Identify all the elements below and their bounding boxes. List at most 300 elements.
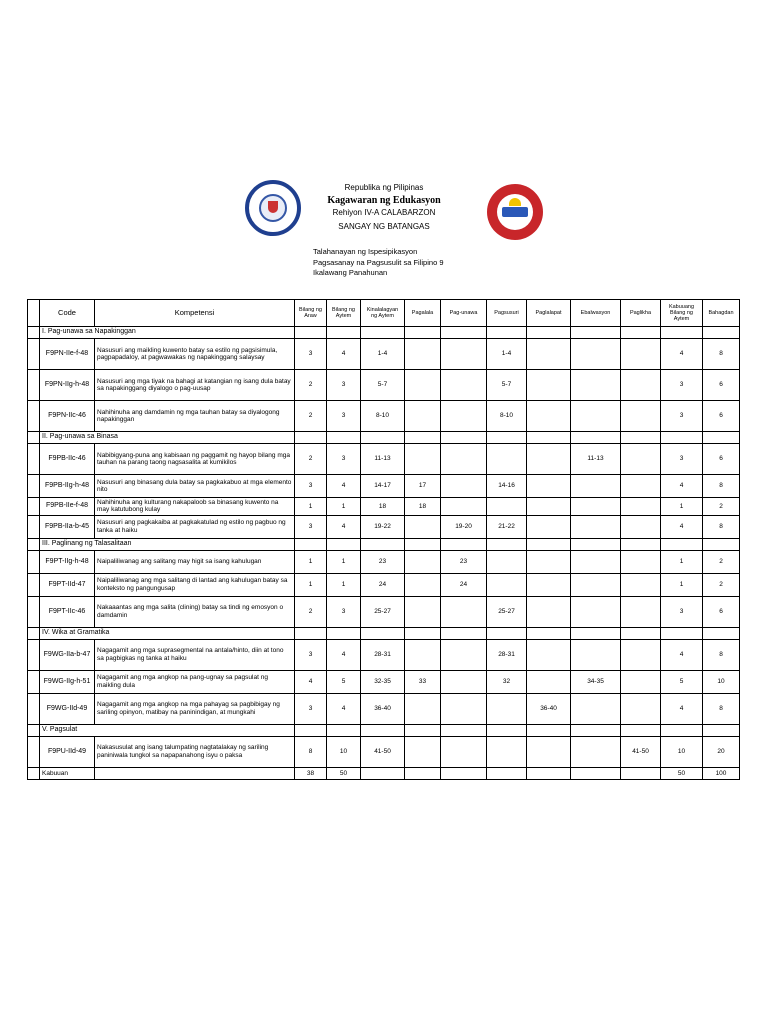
cell-araw: 3 xyxy=(295,693,327,724)
cell-pagunawa xyxy=(441,339,487,370)
cell-paglikha: 41-50 xyxy=(621,736,661,767)
section-row xyxy=(28,538,740,550)
total-kab: 50 xyxy=(661,767,703,779)
competency-code: F9PN-IIe-f-48 xyxy=(40,339,95,370)
row-marker-cell xyxy=(28,444,40,475)
cell-kab: 1 xyxy=(661,498,703,516)
table-row xyxy=(28,339,740,370)
empty-cell xyxy=(571,724,621,736)
empty-cell xyxy=(327,538,361,550)
cell-bah: 6 xyxy=(703,596,740,627)
row-marker-cell xyxy=(28,327,40,339)
cell-ebal: 11-13 xyxy=(571,444,621,475)
cell-pagsusuri: 8-10 xyxy=(487,401,527,432)
table-row xyxy=(28,370,740,401)
doc-period: Ikalawang Panahunan xyxy=(313,268,388,277)
cell-paglikha xyxy=(621,670,661,693)
cell-pagalala xyxy=(405,596,441,627)
total-araw: 38 xyxy=(295,767,327,779)
header-blank-cell xyxy=(28,300,40,327)
empty-cell xyxy=(405,432,441,444)
empty-cell xyxy=(703,538,740,550)
cell-paglalapat xyxy=(527,444,571,475)
cell-bah: 2 xyxy=(703,498,740,516)
doc-subtitle: Pagsasanay na Pagsusulit sa Filipino 9 xyxy=(313,258,444,267)
empty-cell xyxy=(487,432,527,444)
cell-aytem: 3 xyxy=(327,596,361,627)
cell-araw: 1 xyxy=(295,573,327,596)
section-title: III. Paglinang ng Talasalitaan xyxy=(40,538,295,550)
cell-aytem: 10 xyxy=(327,736,361,767)
column-header: Kinalalagyan ng Aytem xyxy=(361,300,405,327)
empty-cell xyxy=(361,767,405,779)
cell-bah: 8 xyxy=(703,475,740,498)
table-row xyxy=(28,670,740,693)
section-row xyxy=(28,327,740,339)
empty-cell xyxy=(571,432,621,444)
empty-cell xyxy=(361,432,405,444)
cell-pagsusuri xyxy=(487,573,527,596)
row-marker-cell xyxy=(28,736,40,767)
cell-araw: 3 xyxy=(295,475,327,498)
cell-pagunawa xyxy=(441,401,487,432)
empty-cell xyxy=(295,538,327,550)
cell-ebal: 34-35 xyxy=(571,670,621,693)
competency-code: F9WG-IIa-b-47 xyxy=(40,639,95,670)
cell-paglalapat xyxy=(527,596,571,627)
cell-pagunawa: 24 xyxy=(441,573,487,596)
cell-kab: 3 xyxy=(661,370,703,401)
column-header: Paglikha xyxy=(621,300,661,327)
row-marker-cell xyxy=(28,432,40,444)
cell-kab: 5 xyxy=(661,670,703,693)
column-header: Kompetensi xyxy=(95,300,295,327)
empty-cell xyxy=(327,627,361,639)
cell-kab: 4 xyxy=(661,339,703,370)
empty-cell xyxy=(441,432,487,444)
cell-araw: 8 xyxy=(295,736,327,767)
cell-bah: 6 xyxy=(703,401,740,432)
cell-kab: 4 xyxy=(661,639,703,670)
row-marker-cell xyxy=(28,550,40,573)
competency-text: Nagagamit ang mga suprasegmental na antala/hinto, diin at tono sa pagbigkas ng tanka at haiku xyxy=(95,639,295,670)
section-row xyxy=(28,432,740,444)
table-header-row xyxy=(28,300,740,327)
cell-pagsusuri: 25-27 xyxy=(487,596,527,627)
column-header: Kabuuang Bilang ng Aytem xyxy=(661,300,703,327)
empty-cell xyxy=(295,327,327,339)
cell-kab: 10 xyxy=(661,736,703,767)
cell-paglalapat xyxy=(527,370,571,401)
cell-kin: 32-35 xyxy=(361,670,405,693)
empty-cell xyxy=(327,327,361,339)
empty-cell xyxy=(441,627,487,639)
cell-bah: 2 xyxy=(703,550,740,573)
empty-cell xyxy=(405,724,441,736)
empty-cell xyxy=(527,327,571,339)
cell-aytem: 4 xyxy=(327,475,361,498)
cell-bah: 8 xyxy=(703,339,740,370)
empty-cell xyxy=(621,538,661,550)
competency-code: F9PN-IIg-h-48 xyxy=(40,370,95,401)
cell-bah: 8 xyxy=(703,515,740,538)
cell-araw: 4 xyxy=(295,670,327,693)
empty-cell xyxy=(487,767,527,779)
empty-cell xyxy=(621,724,661,736)
cell-kab: 4 xyxy=(661,475,703,498)
empty-cell xyxy=(621,432,661,444)
section-row xyxy=(28,627,740,639)
cell-kin: 8-10 xyxy=(361,401,405,432)
cell-bah: 10 xyxy=(703,670,740,693)
empty-cell xyxy=(527,627,571,639)
specification-table xyxy=(27,299,740,780)
competency-text: Nabibigyang-puna ang kabisaan ng paggamit ng hayop bilang mga tauhan na parang taong nagsasalita at kumikilos xyxy=(95,444,295,475)
competency-code: F9PT-IIg-h-48 xyxy=(40,550,95,573)
empty-cell xyxy=(405,327,441,339)
competency-code: F9WG-IId-49 xyxy=(40,693,95,724)
empty-cell xyxy=(621,327,661,339)
cell-paglikha xyxy=(621,401,661,432)
empty-cell xyxy=(487,327,527,339)
cell-pagunawa: 19-20 xyxy=(441,515,487,538)
cell-pagsusuri: 1-4 xyxy=(487,339,527,370)
cell-pagalala xyxy=(405,736,441,767)
competency-code: F9PB-IIa-b-45 xyxy=(40,515,95,538)
column-header: Paglalapat xyxy=(527,300,571,327)
cell-araw: 1 xyxy=(295,550,327,573)
competency-code: F9PU-IId-49 xyxy=(40,736,95,767)
cell-araw: 2 xyxy=(295,444,327,475)
cell-kin: 11-13 xyxy=(361,444,405,475)
total-aytem: 50 xyxy=(327,767,361,779)
cell-kab: 4 xyxy=(661,515,703,538)
cell-ebal xyxy=(571,736,621,767)
column-header: Ebalwasyon xyxy=(571,300,621,327)
cell-araw: 1 xyxy=(295,498,327,516)
row-marker-cell xyxy=(28,339,40,370)
cell-pagalala xyxy=(405,339,441,370)
empty-cell xyxy=(361,327,405,339)
cell-aytem: 4 xyxy=(327,693,361,724)
cell-paglikha xyxy=(621,498,661,516)
cell-pagunawa xyxy=(441,693,487,724)
cell-kin: 1-4 xyxy=(361,339,405,370)
empty-cell xyxy=(95,767,295,779)
cell-aytem: 3 xyxy=(327,370,361,401)
cell-bah: 8 xyxy=(703,639,740,670)
empty-cell xyxy=(527,724,571,736)
cell-paglikha xyxy=(621,596,661,627)
row-marker-cell xyxy=(28,596,40,627)
cell-kin: 25-27 xyxy=(361,596,405,627)
cell-paglalapat xyxy=(527,475,571,498)
cell-kin: 28-31 xyxy=(361,639,405,670)
competency-code: F9WG-IIg-h-51 xyxy=(40,670,95,693)
table-row xyxy=(28,736,740,767)
cell-kab: 4 xyxy=(661,693,703,724)
cell-kin: 19-22 xyxy=(361,515,405,538)
cell-bah: 6 xyxy=(703,370,740,401)
row-marker-cell xyxy=(28,670,40,693)
cell-araw: 3 xyxy=(295,515,327,538)
cell-ebal xyxy=(571,370,621,401)
empty-cell xyxy=(441,327,487,339)
row-marker-cell xyxy=(28,767,40,779)
cell-kab: 1 xyxy=(661,550,703,573)
competency-code: F9PB-IIe-f-48 xyxy=(40,498,95,516)
empty-cell xyxy=(361,538,405,550)
cell-paglalapat xyxy=(527,515,571,538)
empty-cell xyxy=(703,724,740,736)
empty-cell xyxy=(571,627,621,639)
table-row xyxy=(28,693,740,724)
cell-ebal xyxy=(571,596,621,627)
doc-title: Talahanayan ng Ispesipikasyon xyxy=(313,247,418,256)
cell-paglikha xyxy=(621,515,661,538)
cell-pagsusuri: 28-31 xyxy=(487,639,527,670)
cell-ebal xyxy=(571,475,621,498)
column-header: Bahagdan xyxy=(703,300,740,327)
row-marker-cell xyxy=(28,370,40,401)
empty-cell xyxy=(703,627,740,639)
cell-ebal xyxy=(571,573,621,596)
empty-cell xyxy=(405,538,441,550)
competency-text: Naipaliliwanag ang salitang may higit sa isang kahulugan xyxy=(95,550,295,573)
cell-kab: 3 xyxy=(661,401,703,432)
cell-pagunawa xyxy=(441,444,487,475)
cell-pagunawa xyxy=(441,498,487,516)
cell-kab: 1 xyxy=(661,573,703,596)
cell-kin: 36-40 xyxy=(361,693,405,724)
cell-pagalala xyxy=(405,444,441,475)
cell-pagalala xyxy=(405,370,441,401)
empty-cell xyxy=(487,724,527,736)
cell-paglalapat xyxy=(527,736,571,767)
column-header: Pagsusuri xyxy=(487,300,527,327)
empty-cell xyxy=(441,724,487,736)
empty-cell xyxy=(661,724,703,736)
table-row xyxy=(28,596,740,627)
empty-cell xyxy=(571,327,621,339)
cell-bah: 6 xyxy=(703,444,740,475)
row-marker-cell xyxy=(28,639,40,670)
cell-araw: 3 xyxy=(295,339,327,370)
cell-paglalapat xyxy=(527,339,571,370)
cell-bah: 20 xyxy=(703,736,740,767)
section-title: V. Pagsulat xyxy=(40,724,295,736)
empty-cell xyxy=(571,767,621,779)
competency-code: F9PB-IIg-h-48 xyxy=(40,475,95,498)
competency-code: F9PB-IIc-46 xyxy=(40,444,95,475)
empty-cell xyxy=(527,432,571,444)
empty-cell xyxy=(703,327,740,339)
cell-paglikha xyxy=(621,573,661,596)
table-row xyxy=(28,401,740,432)
competency-text: Nasusuri ang mga tiyak na bahagi at katangian ng isang dula batay sa napakinggang diyalogo o pag-uusap xyxy=(95,370,295,401)
cell-pagsusuri: 5-7 xyxy=(487,370,527,401)
header-rehiyon: Rehiyon IV-A CALABARZON xyxy=(332,208,436,217)
cell-ebal xyxy=(571,515,621,538)
competency-code: F9PN-IIc-46 xyxy=(40,401,95,432)
column-header: Code xyxy=(40,300,95,327)
empty-cell xyxy=(621,627,661,639)
cell-bah: 2 xyxy=(703,573,740,596)
competency-text: Nakaaantas ang mga salita (clining) batay sa tindi ng emosyon o damdamin xyxy=(95,596,295,627)
empty-cell xyxy=(327,432,361,444)
competency-text: Nasusuri ang binasang dula batay sa pagkakabuo at mga elemento nito xyxy=(95,475,295,498)
cell-pagunawa xyxy=(441,670,487,693)
cell-paglalapat xyxy=(527,498,571,516)
cell-pagalala: 18 xyxy=(405,498,441,516)
cell-pagunawa xyxy=(441,475,487,498)
cell-ebal xyxy=(571,498,621,516)
cell-kab: 3 xyxy=(661,444,703,475)
cell-araw: 3 xyxy=(295,639,327,670)
cell-paglalapat xyxy=(527,670,571,693)
empty-cell xyxy=(661,432,703,444)
row-marker-cell xyxy=(28,627,40,639)
empty-cell xyxy=(661,627,703,639)
cell-paglalapat xyxy=(527,401,571,432)
cell-paglikha xyxy=(621,693,661,724)
cell-araw: 2 xyxy=(295,370,327,401)
cell-paglalapat xyxy=(527,573,571,596)
cell-ebal xyxy=(571,693,621,724)
row-marker-cell xyxy=(28,515,40,538)
cell-aytem: 1 xyxy=(327,550,361,573)
cell-aytem: 1 xyxy=(327,498,361,516)
section-title: IV. Wika at Gramatika xyxy=(40,627,295,639)
cell-ebal xyxy=(571,639,621,670)
cell-paglalapat xyxy=(527,550,571,573)
competency-text: Nagagamit ang mga angkop na mga pahayag sa pagbibigay ng sariling opinyon, matibay na paninindigan, at mungkahi xyxy=(95,693,295,724)
cell-pagunawa xyxy=(441,370,487,401)
cell-pagalala xyxy=(405,515,441,538)
row-marker-cell xyxy=(28,573,40,596)
empty-cell xyxy=(327,724,361,736)
header-sangay: SANGAY NG BATANGAS xyxy=(338,222,430,231)
cell-pagalala: 33 xyxy=(405,670,441,693)
row-marker-cell xyxy=(28,401,40,432)
column-header: Bilang ng Aytem xyxy=(327,300,361,327)
empty-cell xyxy=(703,432,740,444)
cell-kin: 23 xyxy=(361,550,405,573)
cell-pagalala: 17 xyxy=(405,475,441,498)
empty-cell xyxy=(527,538,571,550)
competency-text: Nahihinuha ang kulturang nakapaloob sa binasang kuwento na may katutubong kulay xyxy=(95,498,295,516)
cell-aytem: 1 xyxy=(327,573,361,596)
empty-cell xyxy=(661,538,703,550)
competency-text: Naipaliliwanag ang mga salitang di lantad ang kahulugan batay sa konteksto ng pangungusap xyxy=(95,573,295,596)
total-label: Kabuuan xyxy=(40,767,95,779)
cell-pagunawa xyxy=(441,596,487,627)
row-marker-cell xyxy=(28,693,40,724)
competency-text: Nahihinuha ang damdamin ng mga tauhan batay sa diyalogong napakinggan xyxy=(95,401,295,432)
table-row xyxy=(28,573,740,596)
cell-pagsusuri: 21-22 xyxy=(487,515,527,538)
row-marker-cell xyxy=(28,475,40,498)
cell-paglikha xyxy=(621,639,661,670)
cell-ebal xyxy=(571,550,621,573)
table-row xyxy=(28,515,740,538)
cell-aytem: 5 xyxy=(327,670,361,693)
empty-cell xyxy=(441,538,487,550)
competency-text: Nasusuri ang pagkakaiba at pagkakatulad ng estilo ng pagbuo ng tanka at haiku xyxy=(95,515,295,538)
table-row xyxy=(28,444,740,475)
cell-araw: 2 xyxy=(295,401,327,432)
empty-cell xyxy=(405,627,441,639)
cell-pagunawa: 23 xyxy=(441,550,487,573)
cell-paglikha xyxy=(621,339,661,370)
empty-cell xyxy=(405,767,441,779)
cell-aytem: 3 xyxy=(327,444,361,475)
cell-paglalapat xyxy=(527,639,571,670)
cell-paglikha xyxy=(621,550,661,573)
cell-aytem: 4 xyxy=(327,339,361,370)
table-row xyxy=(28,475,740,498)
empty-cell xyxy=(571,538,621,550)
cell-ebal xyxy=(571,401,621,432)
cell-kin: 5-7 xyxy=(361,370,405,401)
cell-aytem: 3 xyxy=(327,401,361,432)
table-row xyxy=(28,639,740,670)
cell-paglikha xyxy=(621,370,661,401)
row-marker-cell xyxy=(28,538,40,550)
row-marker-cell xyxy=(28,724,40,736)
cell-bah: 8 xyxy=(703,693,740,724)
cell-kab: 3 xyxy=(661,596,703,627)
cell-kin: 41-50 xyxy=(361,736,405,767)
empty-cell xyxy=(361,724,405,736)
cell-pagsusuri: 14-16 xyxy=(487,475,527,498)
cell-pagunawa xyxy=(441,639,487,670)
cell-pagalala xyxy=(405,693,441,724)
row-marker-cell xyxy=(28,498,40,516)
cell-araw: 2 xyxy=(295,596,327,627)
cell-pagsusuri xyxy=(487,444,527,475)
cell-ebal xyxy=(571,339,621,370)
empty-cell xyxy=(295,724,327,736)
empty-cell xyxy=(487,627,527,639)
empty-cell xyxy=(661,327,703,339)
competency-code: F9PT-IIc-46 xyxy=(40,596,95,627)
section-row xyxy=(28,724,740,736)
section-title: II. Pag-unawa sa Binasa xyxy=(40,432,295,444)
cell-paglikha xyxy=(621,475,661,498)
cell-kin: 18 xyxy=(361,498,405,516)
empty-cell xyxy=(527,767,571,779)
section-title: I. Pag-unawa sa Napakinggan xyxy=(40,327,295,339)
column-header: Bilang ng Araw xyxy=(295,300,327,327)
cell-pagsusuri xyxy=(487,498,527,516)
empty-cell xyxy=(441,767,487,779)
column-header: Pag-unawa xyxy=(441,300,487,327)
cell-aytem: 4 xyxy=(327,639,361,670)
column-header: Pagalala xyxy=(405,300,441,327)
competency-text: Nasusuri ang maikling kuwento batay sa estilo ng pagsisimula, pagpapadaloy, at pagwawakas ng napakinggang salaysay xyxy=(95,339,295,370)
total-bah: 100 xyxy=(703,767,740,779)
empty-cell xyxy=(361,627,405,639)
cell-pagalala xyxy=(405,550,441,573)
cell-pagunawa xyxy=(441,736,487,767)
header-republika: Republika ng Pilipinas xyxy=(344,183,424,192)
cell-paglikha xyxy=(621,444,661,475)
cell-pagsusuri: 32 xyxy=(487,670,527,693)
cell-pagsusuri xyxy=(487,736,527,767)
cell-pagalala xyxy=(405,401,441,432)
cell-kin: 14-17 xyxy=(361,475,405,498)
